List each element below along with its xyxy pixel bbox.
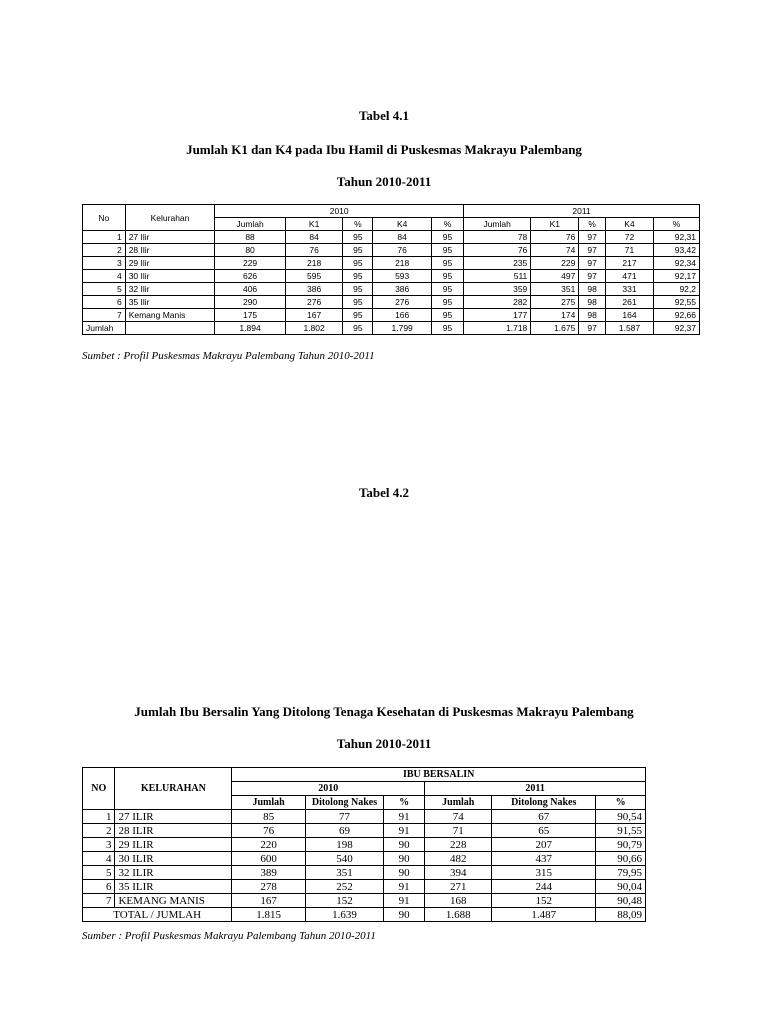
table-cell: 152 xyxy=(492,894,596,908)
table-cell: 90 xyxy=(384,852,425,866)
table-cell: 30 ILIR xyxy=(115,852,232,866)
table-cell: 90 xyxy=(384,866,425,880)
table-cell: 244 xyxy=(492,880,596,894)
table-cell: 218 xyxy=(285,257,343,270)
table-row xyxy=(83,231,700,244)
header-year-2010: 2010 xyxy=(232,782,425,796)
table-cell: 1 xyxy=(83,810,115,824)
table-cell: 95 xyxy=(343,283,373,296)
table-cell: 97 xyxy=(579,231,606,244)
table-cell: 4 xyxy=(83,270,126,283)
table1-label: Tabel 4.1 xyxy=(358,108,410,123)
table-row xyxy=(83,810,646,824)
header-year-2011: 2011 xyxy=(425,782,646,796)
table-cell: 168 xyxy=(425,894,492,908)
total-cell: 1.815 xyxy=(232,908,306,922)
table-cell: 177 xyxy=(464,309,531,322)
header-ditolong-nakes: Ditolong Nakes xyxy=(305,796,383,810)
table-cell: 91,55 xyxy=(596,824,646,838)
table-cell: 164 xyxy=(605,309,653,322)
table-row xyxy=(83,296,700,309)
table-cell: 78 xyxy=(464,231,531,244)
table-row xyxy=(83,852,646,866)
table-cell: 29 Ilir xyxy=(125,257,215,270)
table2-source: Sumber : Profil Puskesmas Makrayu Palembang Tahun 2010-2011 xyxy=(82,930,376,942)
header-kelurahan: Kelurahan xyxy=(125,205,215,231)
table-cell: 351 xyxy=(531,283,579,296)
table-cell: 6 xyxy=(83,296,126,309)
header-pct: % xyxy=(432,218,464,231)
header-jumlah: Jumlah xyxy=(232,796,306,810)
table-cell: 95 xyxy=(432,296,464,309)
table-cell: 29 ILIR xyxy=(115,838,232,852)
table-cell: 331 xyxy=(605,283,653,296)
table-cell: 90,48 xyxy=(596,894,646,908)
header-pct: % xyxy=(579,218,606,231)
table-ibu-bersalin xyxy=(82,767,646,922)
table-cell: 276 xyxy=(285,296,343,309)
table-row xyxy=(83,880,646,894)
table1-title: Jumlah K1 dan K4 pada Ibu Hamil di Puskesmas Makrayu Palembang xyxy=(186,142,582,157)
table-cell: 97 xyxy=(579,270,606,283)
table2-title: Jumlah Ibu Bersalin Yang Ditolong Tenaga Kesehatan di Puskesmas Makrayu Palembang xyxy=(134,704,634,719)
table-cell: 207 xyxy=(492,838,596,852)
header-year-2011: 2011 xyxy=(464,205,700,218)
table-cell: 95 xyxy=(432,244,464,257)
header-jumlah: Jumlah xyxy=(215,218,285,231)
table-cell: 95 xyxy=(343,244,373,257)
table-cell: 497 xyxy=(531,270,579,283)
total-cell: 95 xyxy=(343,322,373,335)
table-cell: 93,42 xyxy=(654,244,700,257)
table-cell: 5 xyxy=(83,866,115,880)
table-cell: 351 xyxy=(305,866,383,880)
table-cell: 67 xyxy=(492,810,596,824)
table-cell: KEMANG MANIS xyxy=(115,894,232,908)
table-cell: 95 xyxy=(343,296,373,309)
table-row xyxy=(83,257,700,270)
header-no: No xyxy=(83,205,126,231)
table-row xyxy=(83,270,700,283)
table-cell: 32 Ilir xyxy=(125,283,215,296)
table-cell: 85 xyxy=(232,810,306,824)
table-cell: 95 xyxy=(343,257,373,270)
table-total-row xyxy=(83,908,646,922)
table-cell: 27 ILIR xyxy=(115,810,232,824)
table-cell: 98 xyxy=(579,309,606,322)
header-ibu-bersalin: IBU BERSALIN xyxy=(232,768,646,782)
table-cell: 90,66 xyxy=(596,852,646,866)
table-cell: 626 xyxy=(215,270,285,283)
table-cell: 90,04 xyxy=(596,880,646,894)
table-cell: 95 xyxy=(432,231,464,244)
table-cell: 167 xyxy=(232,894,306,908)
table-cell: 90,79 xyxy=(596,838,646,852)
total-cell: TOTAL / JUMLAH xyxy=(83,908,232,922)
table-cell: 315 xyxy=(492,866,596,880)
header-k1: K1 xyxy=(531,218,579,231)
header-no: NO xyxy=(83,768,115,810)
table-cell: 228 xyxy=(425,838,492,852)
table-cell: 2 xyxy=(83,824,115,838)
table-cell: 271 xyxy=(425,880,492,894)
table-cell: 35 Ilir xyxy=(125,296,215,309)
table-cell: 91 xyxy=(384,810,425,824)
table-cell: 220 xyxy=(232,838,306,852)
header-k4: K4 xyxy=(373,218,432,231)
table-cell: 90,54 xyxy=(596,810,646,824)
table-cell: 229 xyxy=(531,257,579,270)
table-cell: 386 xyxy=(373,283,432,296)
table-cell: 175 xyxy=(215,309,285,322)
table-cell: 92,34 xyxy=(654,257,700,270)
table-cell: 74 xyxy=(425,810,492,824)
total-cell: 1.487 xyxy=(492,908,596,922)
table-cell: 28 ILIR xyxy=(115,824,232,838)
table-cell: 406 xyxy=(215,283,285,296)
header-k1: K1 xyxy=(285,218,343,231)
table-cell: 386 xyxy=(285,283,343,296)
table-cell: 359 xyxy=(464,283,531,296)
table-cell: 218 xyxy=(373,257,432,270)
table-cell: 92,31 xyxy=(654,231,700,244)
table-cell: 88 xyxy=(215,231,285,244)
table-cell: 276 xyxy=(373,296,432,309)
table-cell: 95 xyxy=(343,231,373,244)
table-cell: 152 xyxy=(305,894,383,908)
table-cell: 72 xyxy=(605,231,653,244)
header-pct: % xyxy=(384,796,425,810)
table-row xyxy=(83,894,646,908)
table-cell: 2 xyxy=(83,244,126,257)
table-cell: 95 xyxy=(343,309,373,322)
table1-subtitle: Tahun 2010-2011 xyxy=(336,174,432,189)
table-row xyxy=(83,838,646,852)
table-cell: 90 xyxy=(384,838,425,852)
table-cell: 79,95 xyxy=(596,866,646,880)
table-cell: 28 Ilir xyxy=(125,244,215,257)
table-cell: 32 ILIR xyxy=(115,866,232,880)
table-cell: 174 xyxy=(531,309,579,322)
table-cell: 95 xyxy=(343,270,373,283)
table2-label: Tabel 4.2 xyxy=(358,485,410,500)
header-pct: % xyxy=(654,218,700,231)
table-cell: 278 xyxy=(232,880,306,894)
table-cell: 92,55 xyxy=(654,296,700,309)
table-cell: 394 xyxy=(425,866,492,880)
table-cell: 91 xyxy=(384,894,425,908)
table-cell: 76 xyxy=(285,244,343,257)
table-cell: 30 Ilir xyxy=(125,270,215,283)
total-cell: 1.718 xyxy=(464,322,531,335)
table-cell: 76 xyxy=(531,231,579,244)
total-cell: Jumlah xyxy=(83,322,126,335)
table-cell: 5 xyxy=(83,283,126,296)
table-cell: 95 xyxy=(432,309,464,322)
table-k1-k4 xyxy=(82,204,700,335)
table-cell: 97 xyxy=(579,244,606,257)
table-cell: 76 xyxy=(232,824,306,838)
total-cell: 1.894 xyxy=(215,322,285,335)
table-cell: 76 xyxy=(464,244,531,257)
table-cell: 95 xyxy=(432,270,464,283)
table-cell: Kemang Manis xyxy=(125,309,215,322)
total-cell: 1.802 xyxy=(285,322,343,335)
total-cell: 90 xyxy=(384,908,425,922)
table-cell: 511 xyxy=(464,270,531,283)
table-cell: 252 xyxy=(305,880,383,894)
header-jumlah: Jumlah xyxy=(425,796,492,810)
table-cell: 95 xyxy=(432,257,464,270)
header-year-2010: 2010 xyxy=(215,205,464,218)
table-cell: 7 xyxy=(83,309,126,322)
table-cell: 76 xyxy=(373,244,432,257)
table-cell: 6 xyxy=(83,880,115,894)
table-cell: 71 xyxy=(425,824,492,838)
table-total-row xyxy=(83,322,700,335)
table-cell: 97 xyxy=(579,257,606,270)
table-cell: 84 xyxy=(285,231,343,244)
table-cell: 84 xyxy=(373,231,432,244)
table-row xyxy=(83,283,700,296)
table-cell: 7 xyxy=(83,894,115,908)
total-cell: 1.639 xyxy=(305,908,383,922)
header-ditolong-nakes: Ditolong Nakes xyxy=(492,796,596,810)
table-cell: 74 xyxy=(531,244,579,257)
table-cell: 593 xyxy=(373,270,432,283)
table-cell: 91 xyxy=(384,824,425,838)
table-cell: 98 xyxy=(579,283,606,296)
total-cell: 1.587 xyxy=(605,322,653,335)
total-cell: 92,37 xyxy=(654,322,700,335)
table-cell: 71 xyxy=(605,244,653,257)
table-cell: 4 xyxy=(83,852,115,866)
header-pct: % xyxy=(343,218,373,231)
table-row xyxy=(83,309,700,322)
table-cell: 389 xyxy=(232,866,306,880)
table-cell: 65 xyxy=(492,824,596,838)
header-pct: % xyxy=(596,796,646,810)
table-cell: 217 xyxy=(605,257,653,270)
table-cell: 92,17 xyxy=(654,270,700,283)
table-cell: 27 Ilir xyxy=(125,231,215,244)
total-cell xyxy=(125,322,215,335)
table-cell: 471 xyxy=(605,270,653,283)
table-cell: 69 xyxy=(305,824,383,838)
table-cell: 198 xyxy=(305,838,383,852)
table-row xyxy=(83,244,700,257)
table-cell: 80 xyxy=(215,244,285,257)
table-cell: 98 xyxy=(579,296,606,309)
table-cell: 77 xyxy=(305,810,383,824)
table-cell: 282 xyxy=(464,296,531,309)
table-cell: 3 xyxy=(83,838,115,852)
table-row xyxy=(83,866,646,880)
table-cell: 229 xyxy=(215,257,285,270)
table-cell: 290 xyxy=(215,296,285,309)
table2-subtitle: Tahun 2010-2011 xyxy=(336,736,432,751)
table-cell: 437 xyxy=(492,852,596,866)
table-cell: 166 xyxy=(373,309,432,322)
table-cell: 167 xyxy=(285,309,343,322)
table1-source: Sumbet : Profil Puskesmas Makrayu Palembang Tahun 2010-2011 xyxy=(82,350,375,362)
table-cell: 235 xyxy=(464,257,531,270)
total-cell: 88,09 xyxy=(596,908,646,922)
table-cell: 91 xyxy=(384,880,425,894)
table-cell: 595 xyxy=(285,270,343,283)
total-cell: 1.688 xyxy=(425,908,492,922)
table-cell: 1 xyxy=(83,231,126,244)
table-cell: 95 xyxy=(432,283,464,296)
header-kelurahan: KELURAHAN xyxy=(115,768,232,810)
table-cell: 261 xyxy=(605,296,653,309)
table-cell: 35 ILIR xyxy=(115,880,232,894)
header-jumlah: Jumlah xyxy=(464,218,531,231)
table-row xyxy=(83,824,646,838)
total-cell: 1.799 xyxy=(373,322,432,335)
table-cell: 275 xyxy=(531,296,579,309)
table-cell: 600 xyxy=(232,852,306,866)
total-cell: 1.675 xyxy=(531,322,579,335)
table-cell: 3 xyxy=(83,257,126,270)
total-cell: 95 xyxy=(432,322,464,335)
table-cell: 540 xyxy=(305,852,383,866)
table-cell: 482 xyxy=(425,852,492,866)
table-cell: 92,66 xyxy=(654,309,700,322)
total-cell: 97 xyxy=(579,322,606,335)
table-cell: 92,2 xyxy=(654,283,700,296)
header-k4: K4 xyxy=(605,218,653,231)
